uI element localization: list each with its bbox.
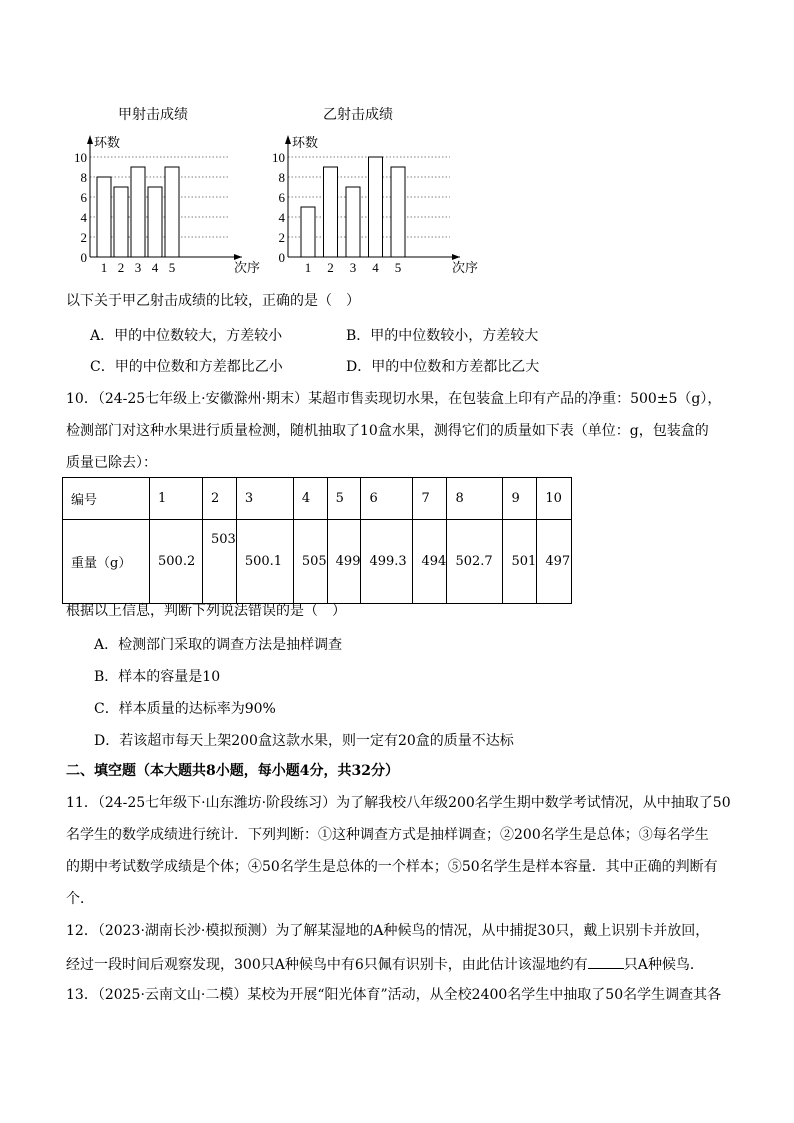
x-tick-label: 1 (100, 260, 108, 275)
table-cell: 2 (203, 478, 237, 520)
table-cell: 497 (537, 520, 572, 604)
table-row (63, 520, 572, 604)
y-tick-label: 4 (80, 210, 87, 225)
table-cell: 7 (413, 478, 447, 520)
chart-jia (72, 122, 261, 282)
table-header-cell: 编号 (63, 478, 150, 520)
y-tick-label: 6 (278, 190, 285, 205)
y-tick-label: 4 (278, 210, 285, 225)
section-heading: 二、填空题（本大题共8小题，每小题4分，共32分） (66, 763, 399, 779)
x-tick-label: 2 (117, 260, 125, 275)
bar (391, 167, 405, 257)
q9-stem: 以下关于甲乙射击成绩的比较，正确的是（ ） (66, 293, 360, 309)
table-cell: 503 (203, 520, 237, 604)
q9-option-a: A．甲的中位数较大，方差较小 (90, 328, 283, 344)
bar (131, 167, 145, 257)
q12-line2-after-blank: 只A种候鸟． (623, 957, 704, 973)
bar (369, 157, 383, 257)
y-axis-arrow (87, 135, 93, 144)
y-tick-label: 2 (278, 230, 285, 245)
q11-line1: 11．（24-25七年级下·山东潍坊·阶段练习）为了解我校八年级200名学生期中数学考试情况，从中抽取了50 (66, 795, 731, 811)
q9-option-c: C．甲的中位数和方差都比乙小 (90, 359, 283, 375)
x-tick-label: 1 (304, 260, 312, 275)
q11-line4: 个． (66, 891, 94, 907)
y-tick-label: 10 (272, 150, 285, 165)
q9-option-d: D．甲的中位数和方差都比乙大 (346, 359, 540, 375)
q11-line3: 的期中考试数学成绩是个体；④50名学生是总体的一个样本；⑤50名学生是样本容量．其中正确的判断有 (66, 859, 718, 875)
table-cell: 9 (503, 478, 537, 520)
y-axis-arrow (285, 135, 291, 144)
table-header-cell: 重量（g） (63, 520, 150, 604)
bar (346, 187, 360, 257)
q12-line1: 12．（2023·湖南长沙·模拟预测）为了解某湿地的A种候鸟的情况，从中捕捉30只，戴上识别卡并放回， (66, 923, 710, 939)
x-tick-label: 5 (394, 260, 402, 275)
table-cell: 1 (150, 478, 203, 520)
table-cell: 10 (537, 478, 572, 520)
x-tick-label: 5 (168, 260, 176, 275)
q9-option-b: B．甲的中位数较小，方差较大 (346, 328, 539, 344)
y-tick-label: 8 (80, 170, 87, 185)
chart-yi (270, 122, 479, 282)
table-cell: 502.7 (447, 520, 503, 604)
bar (148, 187, 162, 257)
table-cell: 5 (327, 478, 361, 520)
table-cell: 6 (361, 478, 413, 520)
q13-line1: 13．（2025·云南文山·二模）某校为开展“阳光体育”活动，从全校2400名学生中抽取了50名学生调查其各 (66, 987, 722, 1003)
q10-line2: 检测部门对这种水果进行质量检测，随机抽取了10盒水果，测得它们的质量如下表（单位：g，包装盒的 (66, 423, 709, 439)
answer-blank[interactable] (588, 954, 624, 969)
q12-line2-before-blank: 经过一段时间后观察发现，300只A种候鸟中有6只佩有识别卡，由此估计该湿地约有 (66, 957, 588, 973)
y-tick-label: 0 (278, 250, 285, 265)
y-tick-label: 10 (74, 150, 87, 165)
q10-line3: 质量已除去）： (66, 455, 157, 471)
q11-line2: 名学生的数学成绩进行统计．下列判断：①这种调查方式是抽样调查；②200名学生是总体；③每名学生 (66, 827, 709, 843)
x-tick-label: 2 (327, 260, 334, 275)
x-tick-label: 3 (349, 260, 357, 275)
table-cell: 501 (503, 520, 537, 604)
bar (301, 207, 315, 257)
y-axis-label: 环数 (94, 135, 121, 150)
q10-option-c: C．样本质量的达标率为90% (94, 701, 276, 717)
bar (324, 167, 338, 257)
table-cell: 499.3 (361, 520, 413, 604)
table-cell: 499 (327, 520, 361, 604)
q10-stem: 根据以上信息，判断下列说法错误的是（ ） (66, 603, 346, 619)
q10-line1: 10．（24-25七年级上·安徽滁州·期末）某超市售卖现切水果，在包装盒上印有产品的净重：500±5（g）， (66, 391, 722, 407)
x-tick-label: 4 (151, 260, 159, 275)
x-tick-label: 4 (372, 260, 379, 275)
weight-table (62, 477, 572, 604)
table-row (63, 478, 572, 520)
q10-option-a: A．检测部门采取的调查方法是抽样调查 (94, 637, 343, 653)
table-cell: 8 (447, 478, 503, 520)
y-tick-label: 8 (278, 170, 285, 185)
y-tick-label: 2 (80, 230, 87, 245)
x-axis-label: 次序 (234, 260, 261, 275)
chart-yi-title: 乙射击成绩 (323, 107, 393, 123)
bar (97, 177, 111, 257)
y-tick-label: 0 (80, 250, 87, 265)
table-cell: 500.1 (236, 520, 293, 604)
table-cell: 3 (236, 478, 293, 520)
q10-option-d: D．若该超市每天上架200盒这款水果，则一定有20盒的质量不达标 (94, 733, 514, 749)
x-tick-label: 3 (134, 260, 142, 275)
bar (165, 167, 179, 257)
table-cell: 505 (293, 520, 327, 604)
bar (114, 187, 128, 257)
y-axis-label: 环数 (292, 135, 319, 150)
q12-line2 (66, 954, 704, 974)
y-tick-label: 6 (80, 190, 87, 205)
x-axis-label: 次序 (452, 260, 479, 275)
table-cell: 500.2 (150, 520, 203, 604)
table-cell: 4 (293, 478, 327, 520)
q10-option-b: B．样本的容量是10 (94, 669, 221, 685)
table-cell: 494 (413, 520, 447, 604)
chart-jia-title: 甲射击成绩 (118, 107, 188, 123)
